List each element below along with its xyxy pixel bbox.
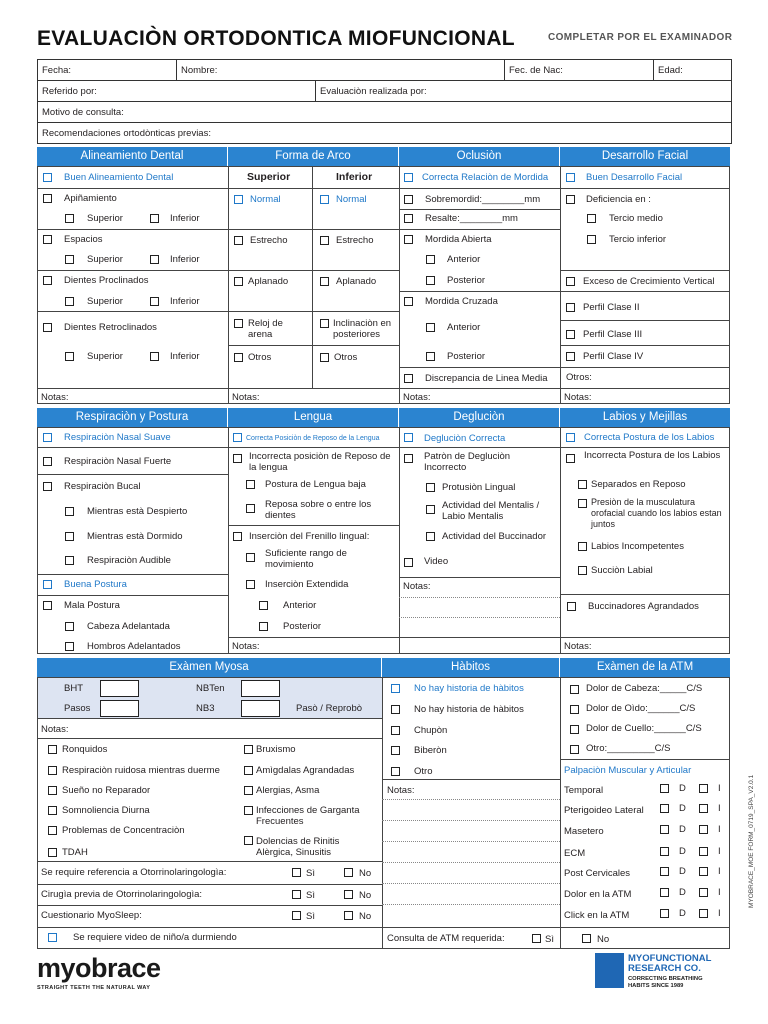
checkbox[interactable]: [48, 848, 57, 857]
question-label: Cuestionario MyoSleep:: [41, 910, 142, 921]
option-label: Separados en Reposo: [591, 479, 686, 490]
d-label: D: [679, 824, 686, 835]
checkbox[interactable]: [259, 601, 268, 610]
option-label: Resalte:________mm: [425, 213, 518, 224]
header-oclusion: Oclusiòn: [399, 147, 560, 166]
checkbox[interactable]: [344, 868, 353, 877]
option-label: Otro:_________C/S: [586, 743, 671, 754]
option-label: Mordida Cruzada: [425, 296, 498, 307]
muscle-label: Post Cervicales: [564, 868, 630, 879]
checkbox[interactable]: [570, 705, 579, 714]
checkbox[interactable]: [578, 480, 587, 489]
checkbox[interactable]: [43, 482, 52, 491]
checkbox[interactable]: [233, 532, 242, 541]
checkbox[interactable]: [404, 454, 413, 463]
checkbox[interactable]: [660, 825, 669, 834]
option-label: Correcta Postura de los Labios: [584, 432, 715, 443]
option-label: Otro: [414, 766, 433, 777]
checkbox[interactable]: [391, 726, 400, 735]
option-label: Respiraciòn Bucal: [64, 481, 141, 492]
checkbox[interactable]: [426, 276, 435, 285]
checkbox[interactable]: [246, 504, 255, 513]
checkbox[interactable]: [699, 909, 708, 918]
checkbox[interactable]: [566, 454, 575, 463]
muscle-label: Dolor en la ATM: [564, 889, 632, 900]
option-label: Deficiencia en :: [586, 194, 651, 205]
option-label: Inserciòn Extendida: [265, 579, 349, 590]
option-label: Mala Postura: [64, 600, 120, 611]
checkbox[interactable]: [234, 319, 243, 328]
checkbox[interactable]: [65, 622, 74, 631]
checkbox[interactable]: [244, 836, 253, 845]
option-label: Tercio inferior: [609, 234, 667, 245]
checkbox[interactable]: [699, 867, 708, 876]
checkbox[interactable]: [426, 255, 435, 264]
header-deglucion: Degluciòn: [399, 408, 560, 427]
option-label: Buccinadores Agrandados: [588, 601, 699, 612]
checkbox[interactable]: [65, 556, 74, 565]
bht-input[interactable]: [100, 680, 139, 697]
option-label: Perfil Clase IV: [583, 351, 644, 362]
checkbox[interactable]: [48, 766, 57, 775]
muscle-label: Temporal: [564, 785, 604, 796]
column-superior: Superior: [247, 171, 291, 183]
option-label: Respiraciòn Nasal Suave: [64, 432, 171, 443]
checkbox[interactable]: [391, 684, 400, 693]
checkbox[interactable]: [244, 745, 253, 754]
fec-nac-field[interactable]: Fec. de Nac:: [505, 60, 654, 80]
no-label: No: [359, 911, 372, 922]
checkbox[interactable]: [43, 235, 52, 244]
option-label: Hombros Adelantados: [87, 641, 181, 652]
checkbox[interactable]: [234, 195, 243, 204]
checkbox[interactable]: [43, 457, 52, 466]
option-label: Posterior: [283, 621, 322, 632]
checkbox[interactable]: [570, 745, 579, 754]
checkbox[interactable]: [699, 847, 708, 856]
header-alineamiento: Alineamiento Dental: [37, 147, 228, 166]
option-label: Perfil Clase III: [583, 329, 643, 340]
option-label: Aplanado: [248, 276, 289, 287]
notas-label[interactable]: Notas:: [387, 785, 415, 796]
otros-label: Otros:: [566, 372, 592, 383]
option-label: Estrecho: [250, 235, 288, 246]
checkbox[interactable]: [660, 784, 669, 793]
i-label: I: [718, 824, 721, 835]
pasos-input[interactable]: [100, 700, 139, 717]
checkbox[interactable]: [43, 276, 52, 285]
referido-field[interactable]: Referido por:: [38, 81, 316, 101]
question-label: Cirugìa previa de Otorrinolaringologìa:: [41, 889, 203, 900]
edad-field[interactable]: Edad:: [658, 65, 683, 76]
option-label: Alergias, Asma: [256, 785, 320, 796]
header-lengua: Lengua: [228, 408, 399, 427]
d-label: D: [679, 908, 686, 919]
checkbox[interactable]: [391, 746, 400, 755]
patient-header: [37, 59, 732, 144]
motivo-field[interactable]: Motivo de consulta:: [42, 107, 124, 118]
option-label: Degluciòn Correcta: [424, 433, 506, 444]
checkbox[interactable]: [65, 532, 74, 541]
d-label: D: [679, 803, 686, 814]
column-inferior: Inferior: [336, 171, 373, 183]
checkbox[interactable]: [43, 433, 52, 442]
checkbox[interactable]: [150, 214, 159, 223]
option-label: Superior: [87, 254, 123, 265]
checkbox[interactable]: [426, 505, 435, 514]
option-label: Tercio medio: [609, 213, 663, 224]
checkbox[interactable]: [65, 507, 74, 516]
checkbox[interactable]: [43, 601, 52, 610]
checkbox[interactable]: [699, 825, 708, 834]
option-label: Anterior: [283, 600, 317, 611]
i-label: I: [718, 887, 721, 898]
header-labios: Labios y Mejillas: [560, 408, 730, 427]
checkbox[interactable]: [244, 786, 253, 795]
checkbox[interactable]: [246, 553, 255, 562]
option-label: Otros: [248, 352, 272, 363]
palpacion-title: Palpaciòn Muscular y Articular: [564, 765, 692, 776]
checkbox[interactable]: [344, 911, 353, 920]
checkbox[interactable]: [578, 499, 587, 508]
option-label: Respiraciòn Nasal Fuerte: [64, 456, 172, 467]
muscle-label: Masetero: [564, 826, 604, 837]
checkbox[interactable]: [244, 766, 253, 775]
checkbox[interactable]: [566, 195, 575, 204]
checkbox[interactable]: [570, 685, 579, 694]
option-label: Dientes Proclinados: [64, 275, 149, 286]
checkbox[interactable]: [404, 433, 413, 442]
i-label: I: [718, 908, 721, 919]
checkbox[interactable]: [233, 433, 242, 442]
checkbox[interactable]: [234, 277, 243, 286]
d-label: D: [679, 887, 686, 898]
option-label: Respiraciòn ruidosa mientras duerme: [62, 765, 220, 776]
option-label: Labios Incompetentes: [591, 541, 684, 552]
d-label: D: [679, 783, 686, 794]
option-label: Video: [424, 556, 449, 567]
checkbox[interactable]: [233, 454, 242, 463]
checkbox[interactable]: [578, 542, 587, 551]
option-label: Reposa sobre o entre los dientes: [265, 499, 372, 521]
option-label: Problemas de Concentraciòn: [62, 825, 185, 836]
checkbox[interactable]: [404, 297, 413, 306]
question-label: Se require referencia a Otorrinolaringologìa:: [41, 867, 227, 878]
evaluacion-field[interactable]: Evaluaciòn realizada por:: [320, 86, 427, 97]
checkbox[interactable]: [234, 353, 243, 362]
option-label: Buena Postura: [64, 579, 127, 590]
si-label: Sì: [306, 890, 315, 901]
no-label: No: [359, 868, 372, 879]
checkbox[interactable]: [404, 195, 413, 204]
option-label: Perfil Clase II: [583, 302, 640, 313]
checkbox[interactable]: [660, 909, 669, 918]
checkbox[interactable]: [391, 767, 400, 776]
i-label: I: [718, 846, 721, 857]
header-respiracion: Respiraciòn y Postura: [37, 408, 228, 427]
option-label: No hay historia de hàbitos: [414, 704, 524, 715]
no-label: No: [597, 934, 610, 945]
option-label: Dientes Retroclinados: [64, 322, 157, 333]
option-label: Infecciones de Garganta Frecuentes: [256, 805, 360, 827]
form-subtitle: COMPLETAR POR EL EXAMINADOR: [548, 32, 733, 43]
checkbox[interactable]: [43, 580, 52, 589]
checkbox[interactable]: [566, 330, 575, 339]
checkbox[interactable]: [320, 236, 329, 245]
checkbox[interactable]: [344, 890, 353, 899]
option-label: Dolor de Cabeza:_____C/S: [586, 683, 703, 694]
option-label: Inferior: [170, 213, 200, 224]
option-label: Superior: [87, 351, 123, 362]
option-label: Otros: [334, 352, 358, 363]
option-label: Presiòn de la musculatura orofacial cuando los labios estan juntos: [591, 497, 722, 529]
header-habitos: Hàbitos: [382, 658, 560, 677]
notas-label[interactable]: Notas:: [41, 724, 69, 735]
header-desarrollo-facial: Desarrollo Facial: [560, 147, 730, 166]
checkbox[interactable]: [567, 602, 576, 611]
checkbox[interactable]: [426, 532, 435, 541]
notas-label[interactable]: Notas:: [41, 392, 69, 403]
checkbox[interactable]: [391, 705, 400, 714]
si-label: Sì: [306, 911, 315, 922]
nb3-label: NB3: [196, 703, 215, 714]
option-label: Incorrecta posiciòn de Reposo de la lengua: [249, 451, 391, 473]
checkbox[interactable]: [150, 297, 159, 306]
option-label: Incorrecta Postura de los Labios: [584, 450, 721, 461]
checkbox[interactable]: [48, 745, 57, 754]
myobrace-tagline: STRAIGHT TEETH THE NATURAL WAY: [37, 985, 151, 991]
checkbox[interactable]: [292, 890, 301, 899]
option-label: Actividad del Mentalis / Labio Mentalis: [442, 500, 540, 522]
checkbox[interactable]: [292, 868, 301, 877]
checkbox[interactable]: [65, 642, 74, 651]
checkbox[interactable]: [48, 806, 57, 815]
i-label: I: [718, 783, 721, 794]
option-label: Succiòn Labial: [591, 565, 653, 576]
option-label: Biberòn: [414, 745, 447, 756]
checkbox[interactable]: [404, 173, 413, 182]
option-label: Patròn de Degluciòn Incorrecto: [424, 451, 511, 473]
checkbox[interactable]: [48, 826, 57, 835]
consulta-label: Consulta de ATM requerida:: [387, 933, 505, 944]
option-label: Actividad del Buccinador: [442, 531, 547, 542]
checkbox[interactable]: [699, 784, 708, 793]
option-label: Respiraciòn Audible: [87, 555, 171, 566]
option-label: Posterior: [447, 275, 486, 286]
muscle-label: Pterigoideo Lateral: [564, 805, 644, 816]
option-label: Dolor de Cuello:______C/S: [586, 723, 702, 734]
option-label: Anterior: [447, 254, 481, 265]
option-label: Amìgdalas Agrandadas: [256, 765, 355, 776]
mrc-logo-icon: [595, 953, 624, 988]
checkbox[interactable]: [150, 352, 159, 361]
nbten-label: NBTen: [196, 683, 225, 694]
checkbox[interactable]: [566, 277, 575, 286]
option-label: Mientras està Despierto: [87, 506, 188, 517]
checkbox[interactable]: [566, 173, 575, 182]
video-label: Se requiere video de niño/a durmiendo: [73, 932, 237, 943]
option-label: Normal: [250, 194, 281, 205]
checkbox[interactable]: [578, 566, 587, 575]
no-label: No: [359, 890, 372, 901]
option-label: Inserciòn del Frenillo lingual:: [249, 531, 370, 542]
mrc-name: MYOFUNCTIONAL RESEARCH CO.: [628, 953, 712, 974]
option-label: TDAH: [62, 847, 88, 858]
checkbox[interactable]: [320, 195, 329, 204]
nombre-field[interactable]: Nombre:: [177, 60, 505, 80]
checkbox[interactable]: [570, 725, 579, 734]
d-label: D: [679, 866, 686, 877]
checkbox[interactable]: [699, 804, 708, 813]
checkbox[interactable]: [660, 867, 669, 876]
checkbox[interactable]: [587, 214, 596, 223]
checkbox[interactable]: [532, 934, 541, 943]
checkbox[interactable]: [259, 622, 268, 631]
header-myosa: Exàmen Myosa: [37, 658, 382, 677]
checkbox[interactable]: [320, 319, 329, 328]
checkbox[interactable]: [246, 480, 255, 489]
d-label: D: [679, 846, 686, 857]
checkbox[interactable]: [587, 235, 596, 244]
option-label: Dolencias de Rinitis Alèrgica, Sinusitis: [256, 836, 340, 858]
i-label: I: [718, 803, 721, 814]
paso-reprobo-label: Pasò / Reprobò: [296, 703, 363, 714]
checkbox[interactable]: [699, 888, 708, 897]
notas-label[interactable]: Notas:: [232, 641, 260, 652]
option-label: Correcta Posiciòn de Reposo de la Lengua: [246, 435, 380, 442]
myobrace-logo: myobrace: [37, 953, 161, 983]
checkbox[interactable]: [65, 255, 74, 264]
option-label: Inferior: [170, 296, 200, 307]
checkbox[interactable]: [404, 235, 413, 244]
checkbox[interactable]: [566, 303, 575, 312]
option-label: Posterior: [447, 351, 486, 362]
option-label: Aplanado: [336, 276, 377, 287]
option-label: Protusiòn Lingual: [442, 482, 516, 493]
checkbox[interactable]: [244, 806, 253, 815]
option-label: Espacios: [64, 234, 103, 245]
option-label: Correcta Relaciòn de Mordida: [422, 172, 549, 183]
pasos-label: Pasos: [64, 703, 91, 714]
option-label: Suficiente rango de movimiento: [265, 548, 347, 570]
option-label: Bruxismo: [256, 744, 296, 755]
notas-label[interactable]: Notas:: [403, 581, 431, 592]
checkbox[interactable]: [566, 352, 575, 361]
notas-label[interactable]: Notas:: [564, 392, 592, 403]
checkbox[interactable]: [660, 804, 669, 813]
option-label: Superior: [87, 213, 123, 224]
checkbox[interactable]: [292, 911, 301, 920]
fecha-field[interactable]: Fecha:: [38, 60, 177, 80]
option-label: Inferior: [170, 254, 200, 265]
muscle-label: ECM: [564, 848, 586, 859]
checkbox[interactable]: [234, 236, 243, 245]
notas-label[interactable]: Notas:: [232, 392, 260, 403]
si-label: Sì: [545, 934, 554, 945]
checkbox[interactable]: [566, 433, 575, 442]
option-label: Postura de Lengua baja: [265, 479, 366, 490]
checkbox[interactable]: [404, 558, 413, 567]
option-label: Sobremordid:________mm: [425, 194, 541, 205]
option-label: Inclinaciòn en posteriores: [333, 318, 392, 340]
option-label: Inferior: [170, 351, 200, 362]
checkbox[interactable]: [426, 323, 435, 332]
checkbox[interactable]: [43, 194, 52, 203]
option-label: Exceso de Crecimiento Vertical: [583, 276, 715, 287]
i-label: I: [718, 866, 721, 877]
checkbox[interactable]: [246, 580, 255, 589]
checkbox[interactable]: [582, 934, 591, 943]
nb3-input[interactable]: [241, 700, 280, 717]
header-forma-arco: Forma de Arco: [228, 147, 399, 166]
nbten-input[interactable]: [241, 680, 280, 697]
option-label: Buen Alineamiento Dental: [64, 172, 174, 183]
option-label: Mordida Abierta: [425, 234, 492, 245]
muscle-label: Click en la ATM: [564, 910, 630, 921]
checkbox[interactable]: [150, 255, 159, 264]
checkbox[interactable]: [43, 323, 52, 332]
checkbox[interactable]: [426, 352, 435, 361]
option-label: Sueño no Reparador: [62, 785, 151, 796]
checkbox[interactable]: [65, 214, 74, 223]
option-label: Ronquidos: [62, 744, 108, 755]
option-label: No hay historia de hàbitos: [414, 683, 524, 694]
si-label: Sì: [306, 868, 315, 879]
option-label: Somnoliencia Diurna: [62, 805, 150, 816]
checkbox[interactable]: [426, 483, 435, 492]
option-label: Dolor de Oìdo:______C/S: [586, 703, 696, 714]
option-label: Estrecho: [336, 235, 374, 246]
checkbox[interactable]: [43, 173, 52, 182]
option-label: Normal: [336, 194, 367, 205]
checkbox[interactable]: [65, 297, 74, 306]
option-label: Chupòn: [414, 725, 448, 736]
option-label: Superior: [87, 296, 123, 307]
form-title: EVALUACIÒN ORTODONTICA MIOFUNCIONAL: [37, 27, 515, 50]
checkbox[interactable]: [404, 214, 413, 223]
form-code: MYOBRACE_MOE FORM_0719_SPA_V2.0.1: [748, 774, 755, 908]
recomendaciones-field[interactable]: Recomendaciones ortodònticas previas:: [42, 128, 211, 139]
checkbox[interactable]: [660, 888, 669, 897]
checkbox[interactable]: [320, 353, 329, 362]
notas-label[interactable]: Notas:: [403, 392, 431, 403]
option-label: Apiñamiento: [64, 193, 117, 204]
option-label: Buen Desarrollo Facial: [586, 172, 683, 183]
checkbox[interactable]: [404, 374, 413, 383]
bht-label: BHT: [64, 683, 83, 694]
checkbox[interactable]: [65, 352, 74, 361]
checkbox[interactable]: [48, 933, 57, 942]
checkbox[interactable]: [48, 786, 57, 795]
option-label: Mientras està Dormido: [87, 531, 183, 542]
notas-label[interactable]: Notas:: [564, 641, 592, 652]
option-label: Discrepancia de Linea Media: [425, 373, 548, 384]
option-label: Reloj de arena: [248, 318, 283, 340]
mrc-tagline: CORRECTING BREATHING HABITS SINCE 1989: [628, 976, 703, 989]
option-label: Cabeza Adelantada: [87, 621, 170, 632]
header-atm: Exàmen de la ATM: [560, 658, 730, 677]
checkbox[interactable]: [660, 847, 669, 856]
option-label: Anterior: [447, 322, 481, 333]
checkbox[interactable]: [320, 277, 329, 286]
